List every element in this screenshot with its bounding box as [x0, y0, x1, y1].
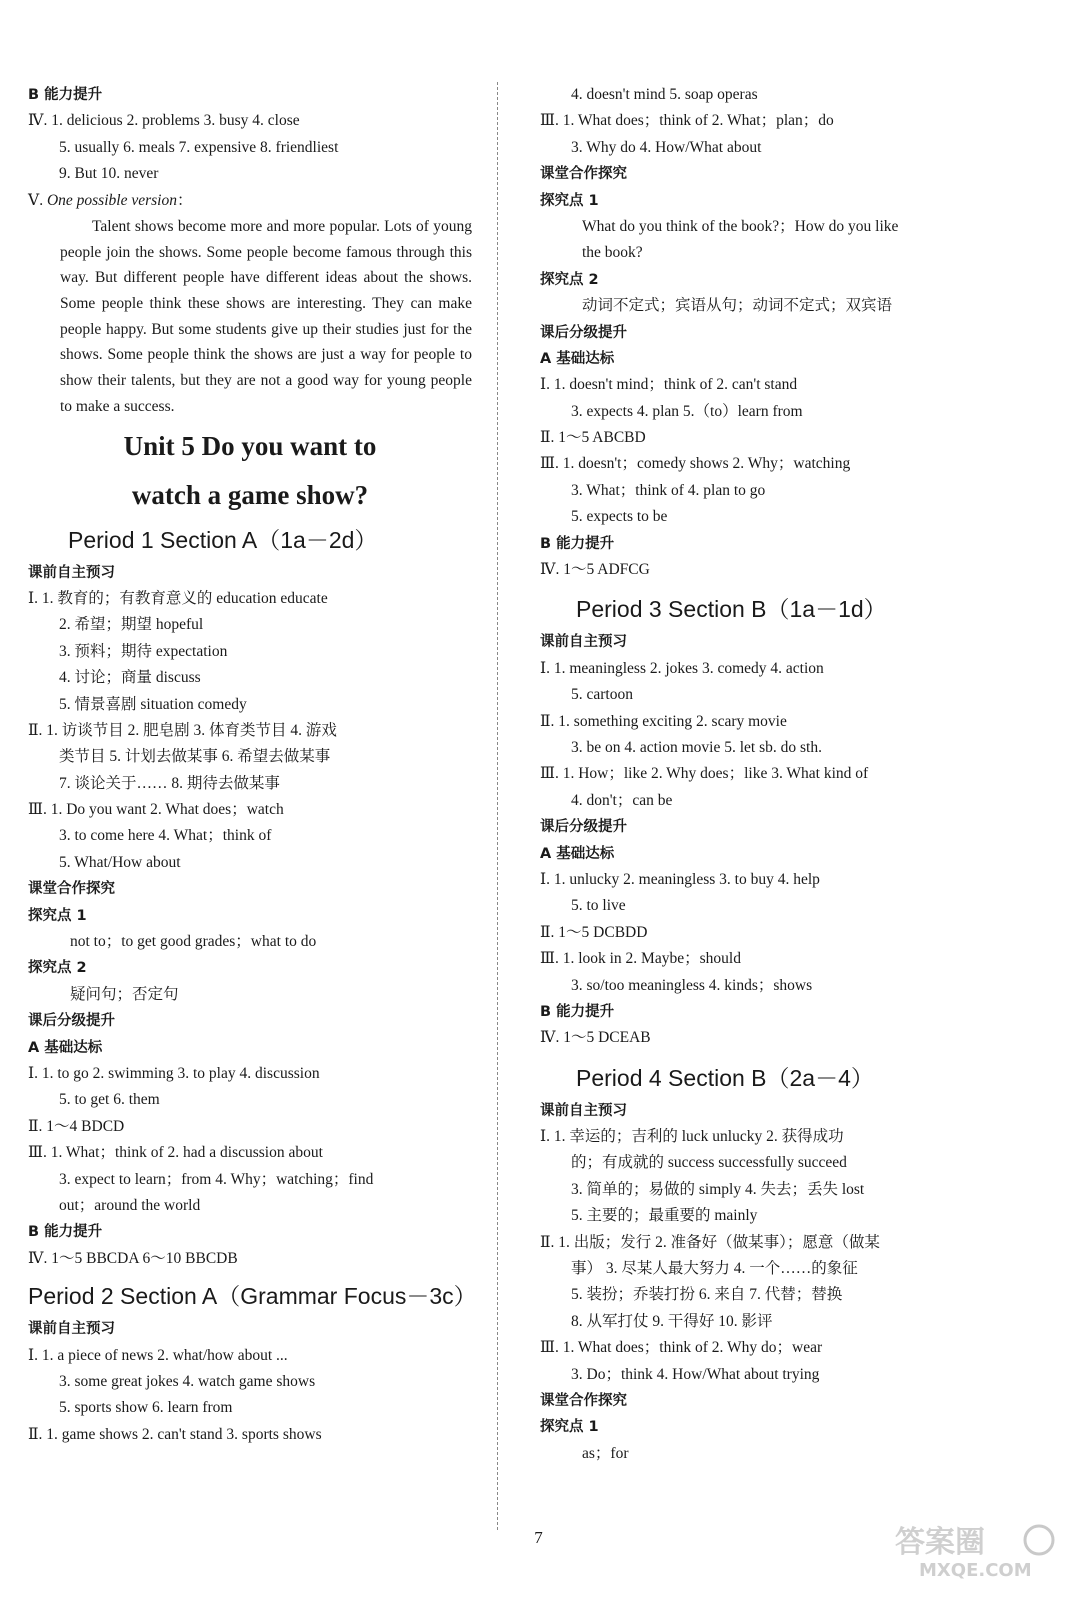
answer-line: 9. But 10. never — [59, 165, 159, 183]
answer-line: 4. doesn't mind 5. soap operas — [571, 86, 758, 103]
answer-line: 5. 主要的；最重要的 mainly — [571, 1207, 758, 1225]
answer-line: 的；有成就的 success successfully succeed — [571, 1154, 847, 1172]
item-number: Ⅴ. — [28, 191, 47, 209]
section-heading: 课前自主预习 — [540, 1102, 627, 1119]
answer-line: Ⅰ. 1. 幸运的；吉利的 luck unlucky 2. 获得成功 — [540, 1128, 844, 1146]
answer-line: 7. 谈论关于…… 8. 期待去做某事 — [59, 774, 280, 792]
period-3-heading: Period 3 Section B（1a－1d） — [576, 596, 887, 623]
period-2-answers — [28, 1316, 472, 1448]
page-number: 7 — [534, 1528, 543, 1547]
left-column — [28, 82, 477, 1448]
svg-text:MXQE.COM: MXQE.COM — [919, 1560, 1032, 1581]
period-4-heading: Period 4 Section B（2a－4） — [576, 1064, 874, 1091]
answer-line: 8. 从军打仗 9. 干得好 10. 影评 — [571, 1312, 773, 1330]
answer-line: Ⅳ. 1. delicious 2. problems 3. busy 4. close — [28, 112, 300, 130]
svg-text:答案圈: 答案圈 — [895, 1525, 985, 1560]
answer-line: 5. expects to be — [571, 508, 668, 526]
answer-line: What do you think of the book?；How do you like — [582, 217, 899, 235]
period-1-answers — [28, 560, 472, 1273]
answer-line: 3. to come here 4. What；think of — [59, 827, 272, 845]
answer-line: Ⅲ. 1. What does；think of 2. Why do；wear — [540, 1339, 823, 1357]
unit-title-line-2: watch a game show? — [131, 479, 369, 510]
answer-line: Ⅳ. 1～5 ADFCG — [540, 561, 650, 579]
answer-line — [28, 188, 472, 214]
italic-note: One possible version — [46, 191, 177, 209]
answer-line: 5. 情景喜剧 situation comedy — [59, 695, 247, 713]
answer-line: 5. to get 6. them — [59, 1091, 160, 1109]
answer-line: Ⅰ. 1. doesn't mind；think of 2. can't stand — [540, 376, 798, 394]
answer-line: Ⅰ. 1. unlucky 2. meaningless 3. to buy 4. help — [540, 870, 820, 888]
section-heading: 课后分级提升 — [540, 324, 627, 341]
watermark-logo — [889, 1518, 1059, 1582]
answer-line: 动词不定式；宾语从句；动词不定式；双宾语 — [582, 297, 893, 315]
essay-paragraph — [28, 214, 472, 420]
section-heading: 探究点 2 — [540, 271, 599, 288]
section-heading: 探究点 1 — [540, 1419, 599, 1436]
section-heading: B 能力提升 — [28, 1224, 103, 1241]
answer-line: 3. 简单的；易做的 simply 4. 失去；丢失 lost — [571, 1180, 865, 1198]
answer-line: 5. What/How about — [59, 853, 181, 871]
answer-line: 5. to live — [571, 897, 626, 915]
section-heading: 课堂合作探究 — [28, 881, 115, 898]
answer-line: 3. be on 4. action movie 5. let sb. do sth. — [571, 738, 822, 756]
answer-line: 3. Why do 4. How/What about — [571, 138, 762, 156]
unit-title-line-1: Unit 5 Do you want to — [123, 430, 377, 461]
section-heading: B 能力提升 — [540, 1003, 615, 1020]
answer-line: out；around the world — [59, 1196, 201, 1214]
section-heading: 课前自主预习 — [28, 1321, 115, 1338]
period-3-answers — [540, 629, 1000, 1051]
answer-line: Ⅲ. 1. doesn't；comedy shows 2. Why；watching — [540, 455, 851, 473]
section-heading: B 能力提升 — [540, 535, 615, 552]
answer-line: Ⅳ. 1～5 DCEAB — [540, 1029, 651, 1047]
column-divider — [497, 82, 498, 1530]
answer-line: Ⅱ. 1. 访谈节目 2. 肥皂剧 3. 体育类节目 4. 游戏 — [28, 721, 337, 739]
answer-line: 疑问句；否定句 — [70, 985, 179, 1003]
period-4-answers — [540, 1098, 1000, 1467]
answer-line: 3. 预料；期待 expectation — [59, 642, 228, 660]
right-top-answers — [540, 82, 1000, 583]
answer-line: not to；to get good grades；what to do — [70, 933, 317, 951]
answer-line: 3. so/too meaningless 4. kinds；shows — [571, 976, 813, 994]
answer-line: 5. sports show 6. learn from — [59, 1399, 233, 1417]
answer-line: Ⅲ. 1. look in 2. Maybe；should — [540, 950, 741, 968]
answer-line: 5. cartoon — [571, 686, 633, 704]
section-heading: 课堂合作探究 — [540, 166, 627, 183]
answer-line: the book? — [582, 244, 643, 262]
answer-line: 4. don't；can be — [571, 791, 673, 809]
section-heading: 课堂合作探究 — [540, 1392, 627, 1409]
left-top-answers — [28, 82, 472, 214]
answer-line: 3. What；think of 4. plan to go — [571, 481, 766, 499]
answer-line: Ⅲ. 1. How；like 2. Why does；like 3. What kind of — [540, 765, 869, 783]
section-heading: 课前自主预习 — [28, 564, 115, 581]
answer-line: Ⅱ. 1～4 BDCD — [28, 1117, 125, 1135]
section-heading: A 基础达标 — [540, 845, 615, 862]
answer-line: 3. Do；think 4. How/What about trying — [571, 1365, 820, 1383]
answer-line: Ⅱ. 1. something exciting 2. scary movie — [540, 712, 787, 730]
essay-text: Talent shows become more and more popular. Lots of young people join the shows. Some people become famous through this way. But different people have different ideas about the shows. Some people think these shows are interesting. They can make people happy. But some students give up their studies just for the shows. Some people think the shows are just a way for people to show their talents, but they are not a good way for young people to make a success. — [60, 217, 472, 415]
answer-line: Ⅰ. 1. 教育的；有教育意义的 education educate — [28, 589, 328, 607]
section-heading: A 基础达标 — [540, 350, 615, 367]
answer-line: Ⅱ. 1～5 DCBDD — [540, 923, 648, 941]
answer-line: 3. expects 4. plan 5.（to）learn from — [571, 402, 803, 420]
answer-line: Ⅲ. 1. What；think of 2. had a discussion about — [28, 1144, 323, 1162]
section-heading: B 能力提升 — [28, 87, 103, 103]
colon: ： — [176, 191, 193, 209]
answer-line: Ⅲ. 1. Do you want 2. What does；watch — [28, 801, 284, 819]
answer-line: 4. 讨论；商量 discuss — [59, 669, 201, 687]
answer-line: Ⅰ. 1. a piece of news 2. what/how about ... — [28, 1346, 288, 1364]
period-2-heading: Period 2 Section A（Grammar Focus－3c） — [28, 1283, 477, 1310]
answer-line: 事） 3. 尽某人最大努力 4. 一个……的象征 — [571, 1260, 858, 1278]
answer-line: 3. some great jokes 4. watch game shows — [59, 1372, 316, 1390]
answer-line: Ⅱ. 1～5 ABCBD — [540, 429, 646, 447]
answer-line: 类节目 5. 计划去做某事 6. 希望去做某事 — [59, 748, 331, 766]
answer-line: 3. expect to learn；from 4. Why；watching；find — [59, 1170, 374, 1188]
section-heading: A 基础达标 — [28, 1039, 103, 1056]
answer-line: Ⅱ. 1. game shows 2. can't stand 3. sports shows — [28, 1425, 322, 1443]
answer-line: Ⅱ. 1. 出版；发行 2. 准备好（做某事）；愿意（做某 — [540, 1233, 880, 1251]
section-heading: 课后分级提升 — [540, 819, 627, 836]
section-heading: 探究点 1 — [540, 192, 599, 209]
answer-line: 2. 希望；期望 hopeful — [59, 616, 204, 634]
section-heading: 课后分级提升 — [28, 1013, 115, 1030]
right-column — [540, 82, 1000, 1467]
answer-line: as；for — [582, 1444, 629, 1462]
answer-line: Ⅳ. 1～5 BBCDA 6～10 BBCDB — [28, 1249, 238, 1267]
section-heading: 探究点 2 — [28, 960, 87, 977]
period-1-heading: Period 1 Section A（1a－2d） — [68, 526, 378, 553]
answer-line: 5. usually 6. meals 7. expensive 8. friendliest — [59, 138, 339, 156]
answer-line: Ⅰ. 1. meaningless 2. jokes 3. comedy 4. action — [540, 659, 824, 677]
section-heading: 课前自主预习 — [540, 634, 627, 651]
answer-line: 5. 装扮；乔装打扮 6. 来自 7. 代替；替换 — [571, 1286, 843, 1304]
answer-line: Ⅰ. 1. to go 2. swimming 3. to play 4. discussion — [28, 1065, 320, 1082]
section-heading: 探究点 1 — [28, 907, 87, 924]
answer-line: Ⅲ. 1. What does；think of 2. What；plan；do — [540, 112, 834, 130]
